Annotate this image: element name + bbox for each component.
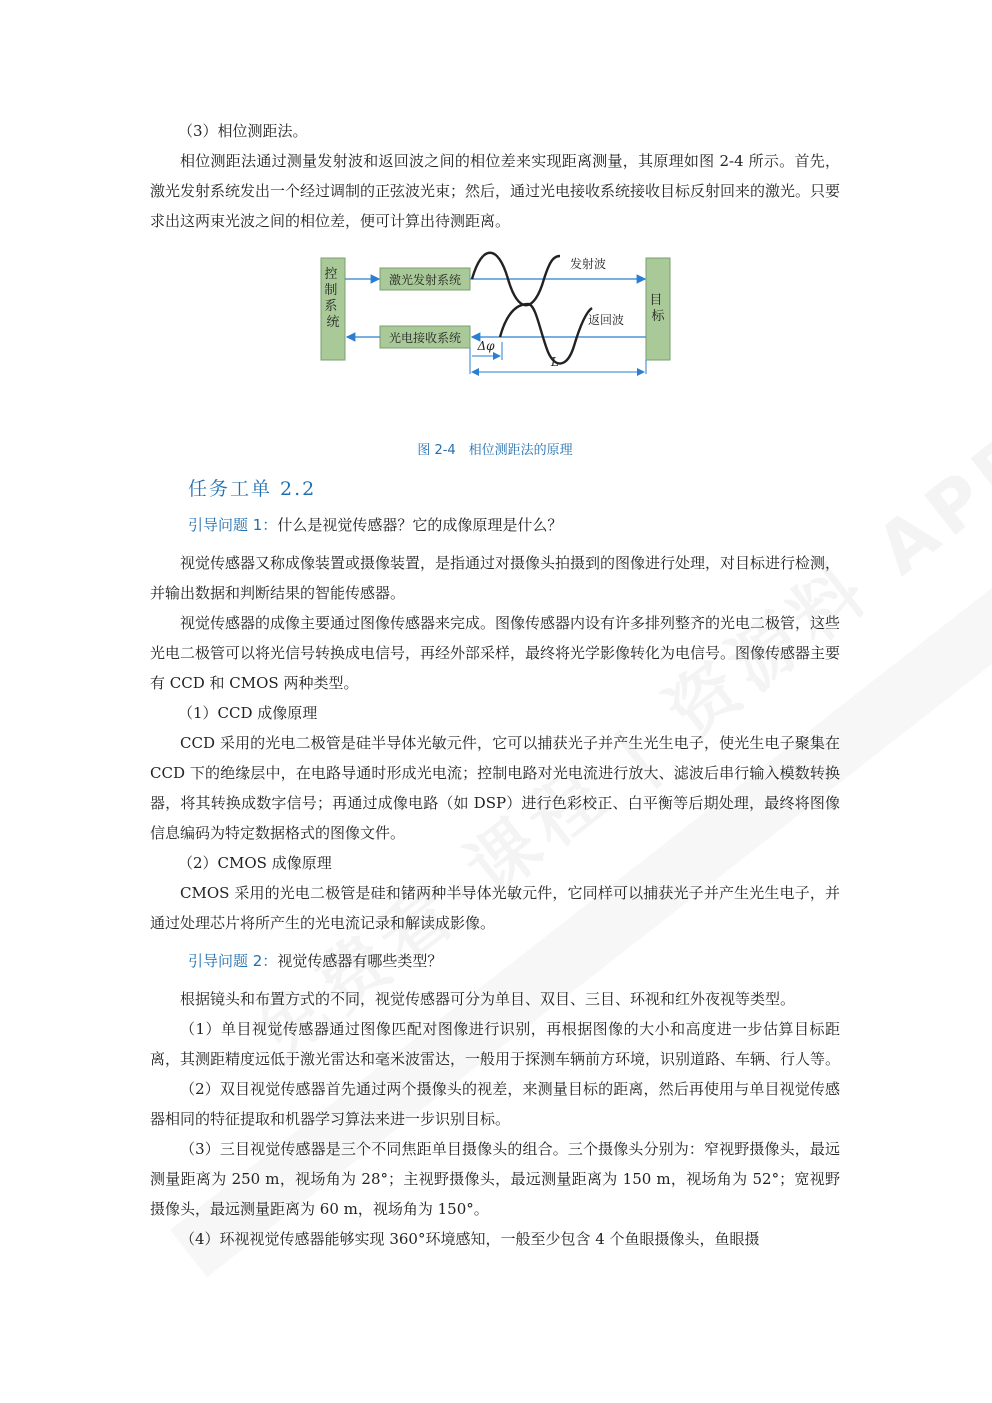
paragraph: CCD 采用的光电二极管是硅半导体光敏元件，它可以捕获光子并产生光生电子，使光生电子聚集在 CCD 下的绝缘层中，在电路导通时形成光电流；控制电路对光电流进行放大、滤波后串行输入模数转换器，将其转换成数字信号；再通过成像电路（如 DSP）进行色彩校正、白平衡等后期处理，最终将图像信息编码为特定数据格式的图像文件。 xyxy=(150,734,840,842)
target-char: 标 xyxy=(651,309,665,324)
subsection-heading: （2）CMOS 成像原理 xyxy=(178,854,332,872)
returned-wave xyxy=(500,304,592,363)
task-title: 任务工单 2.2 xyxy=(188,478,317,500)
diagram-svg xyxy=(150,246,840,436)
paragraph: 视觉传感器又称成像装置或摄像装置，是指通过对摄像头拍摄到的图像进行处理，对目标进行检测，并输出数据和判断结果的智能传感器。 xyxy=(150,554,841,602)
receiver-label: 光电接收系统 xyxy=(388,331,462,345)
control-char: 控 xyxy=(324,267,338,282)
figure-caption: 图 2-4 相位测距法的原理 xyxy=(417,443,573,458)
guide-question-text: 视觉传感器有哪些类型？ xyxy=(277,952,443,970)
target-label xyxy=(649,293,666,324)
paragraph: 视觉传感器的成像主要通过图像传感器来完成。图像传感器内设有许多排列整齐的光电二极管，这些光电二极管可以将光信号转换成电信号，再经外部采样，最终将光学影像转化为电信号。图像传感器主要有 CCD 和 CMOS 两种类型。 xyxy=(150,614,841,692)
paragraph: 相位测距法通过测量发射波和返回波之间的相位差来实现距离测量，其原理如图 2-4 所示。首先，激光发射系统发出一个经过调制的正弦波光束；然后，通过光电接收系统接收目标反射回来的激光。只要求出这两束光波之间的相位差，便可计算出待测距离。 xyxy=(150,152,841,230)
target-char: 目 xyxy=(649,293,663,308)
emitter-label: 激光发射系统 xyxy=(388,273,462,287)
paragraph: 根据镜头和布置方式的不同，视觉传感器可分为单目、双目、三目、环视和红外夜视等类型。 xyxy=(180,990,796,1008)
control-char: 系 xyxy=(324,299,338,314)
guide-question-2 xyxy=(188,946,840,976)
control-char: 制 xyxy=(324,283,338,298)
phase-ranging-diagram xyxy=(150,246,840,436)
list-item: （3）三目视觉传感器是三个不同焦距单目摄像头的组合。三个摄像头分别为：窄视野摄像头，最远测量距离为 250 m，视场角为 28°；主视野摄像头，最远测量距离为 150 m，视场角为 52°；宽视野摄像头，最远测量距离为 60 m，视场角为 150°。 xyxy=(150,1140,840,1218)
distance-label: L xyxy=(551,355,559,369)
list-item: （4）环视视觉传感器能够实现 360°环境感知，一般至少包含 4 个鱼眼摄像头，鱼眼摄 xyxy=(180,1230,760,1248)
guide-label: 引导问题 1： xyxy=(188,516,278,534)
list-item: （2）双目视觉传感器首先通过两个摄像头的视差，来测量目标的距离，然后再使用与单目视觉传感器相同的特征提取和机器学习算法来进一步识别目标。 xyxy=(150,1080,840,1128)
returned-wave-label: 返回波 xyxy=(588,313,625,327)
subsection-heading: （1）CCD 成像原理 xyxy=(178,704,318,722)
guide-question-text: 什么是视觉传感器？它的成像原理是什么？ xyxy=(277,516,563,534)
guide-label: 引导问题 2： xyxy=(188,952,278,970)
control-char: 统 xyxy=(326,315,340,330)
page-content xyxy=(150,116,840,1254)
paragraph: CMOS 采用的光电二极管是硅和锗两种半导体光敏元件，它同样可以捕获光子并产生光生电子，并通过处理芯片将所产生的光电流记录和解读成影像。 xyxy=(150,884,840,932)
section-heading: （3）相位测距法。 xyxy=(178,122,308,140)
guide-question-1 xyxy=(188,510,840,540)
emitted-wave-label: 发射波 xyxy=(570,257,607,271)
phase-diff-label: Δφ xyxy=(477,339,495,353)
list-item: （1）单目视觉传感器通过图像匹配对图像进行识别，再根据图像的大小和高度进一步估算目标距离，其测距精度远低于激光雷达和毫米波雷达，一般用于探测车辆前方环境，识别道路、车辆、行人等。 xyxy=(150,1020,841,1068)
